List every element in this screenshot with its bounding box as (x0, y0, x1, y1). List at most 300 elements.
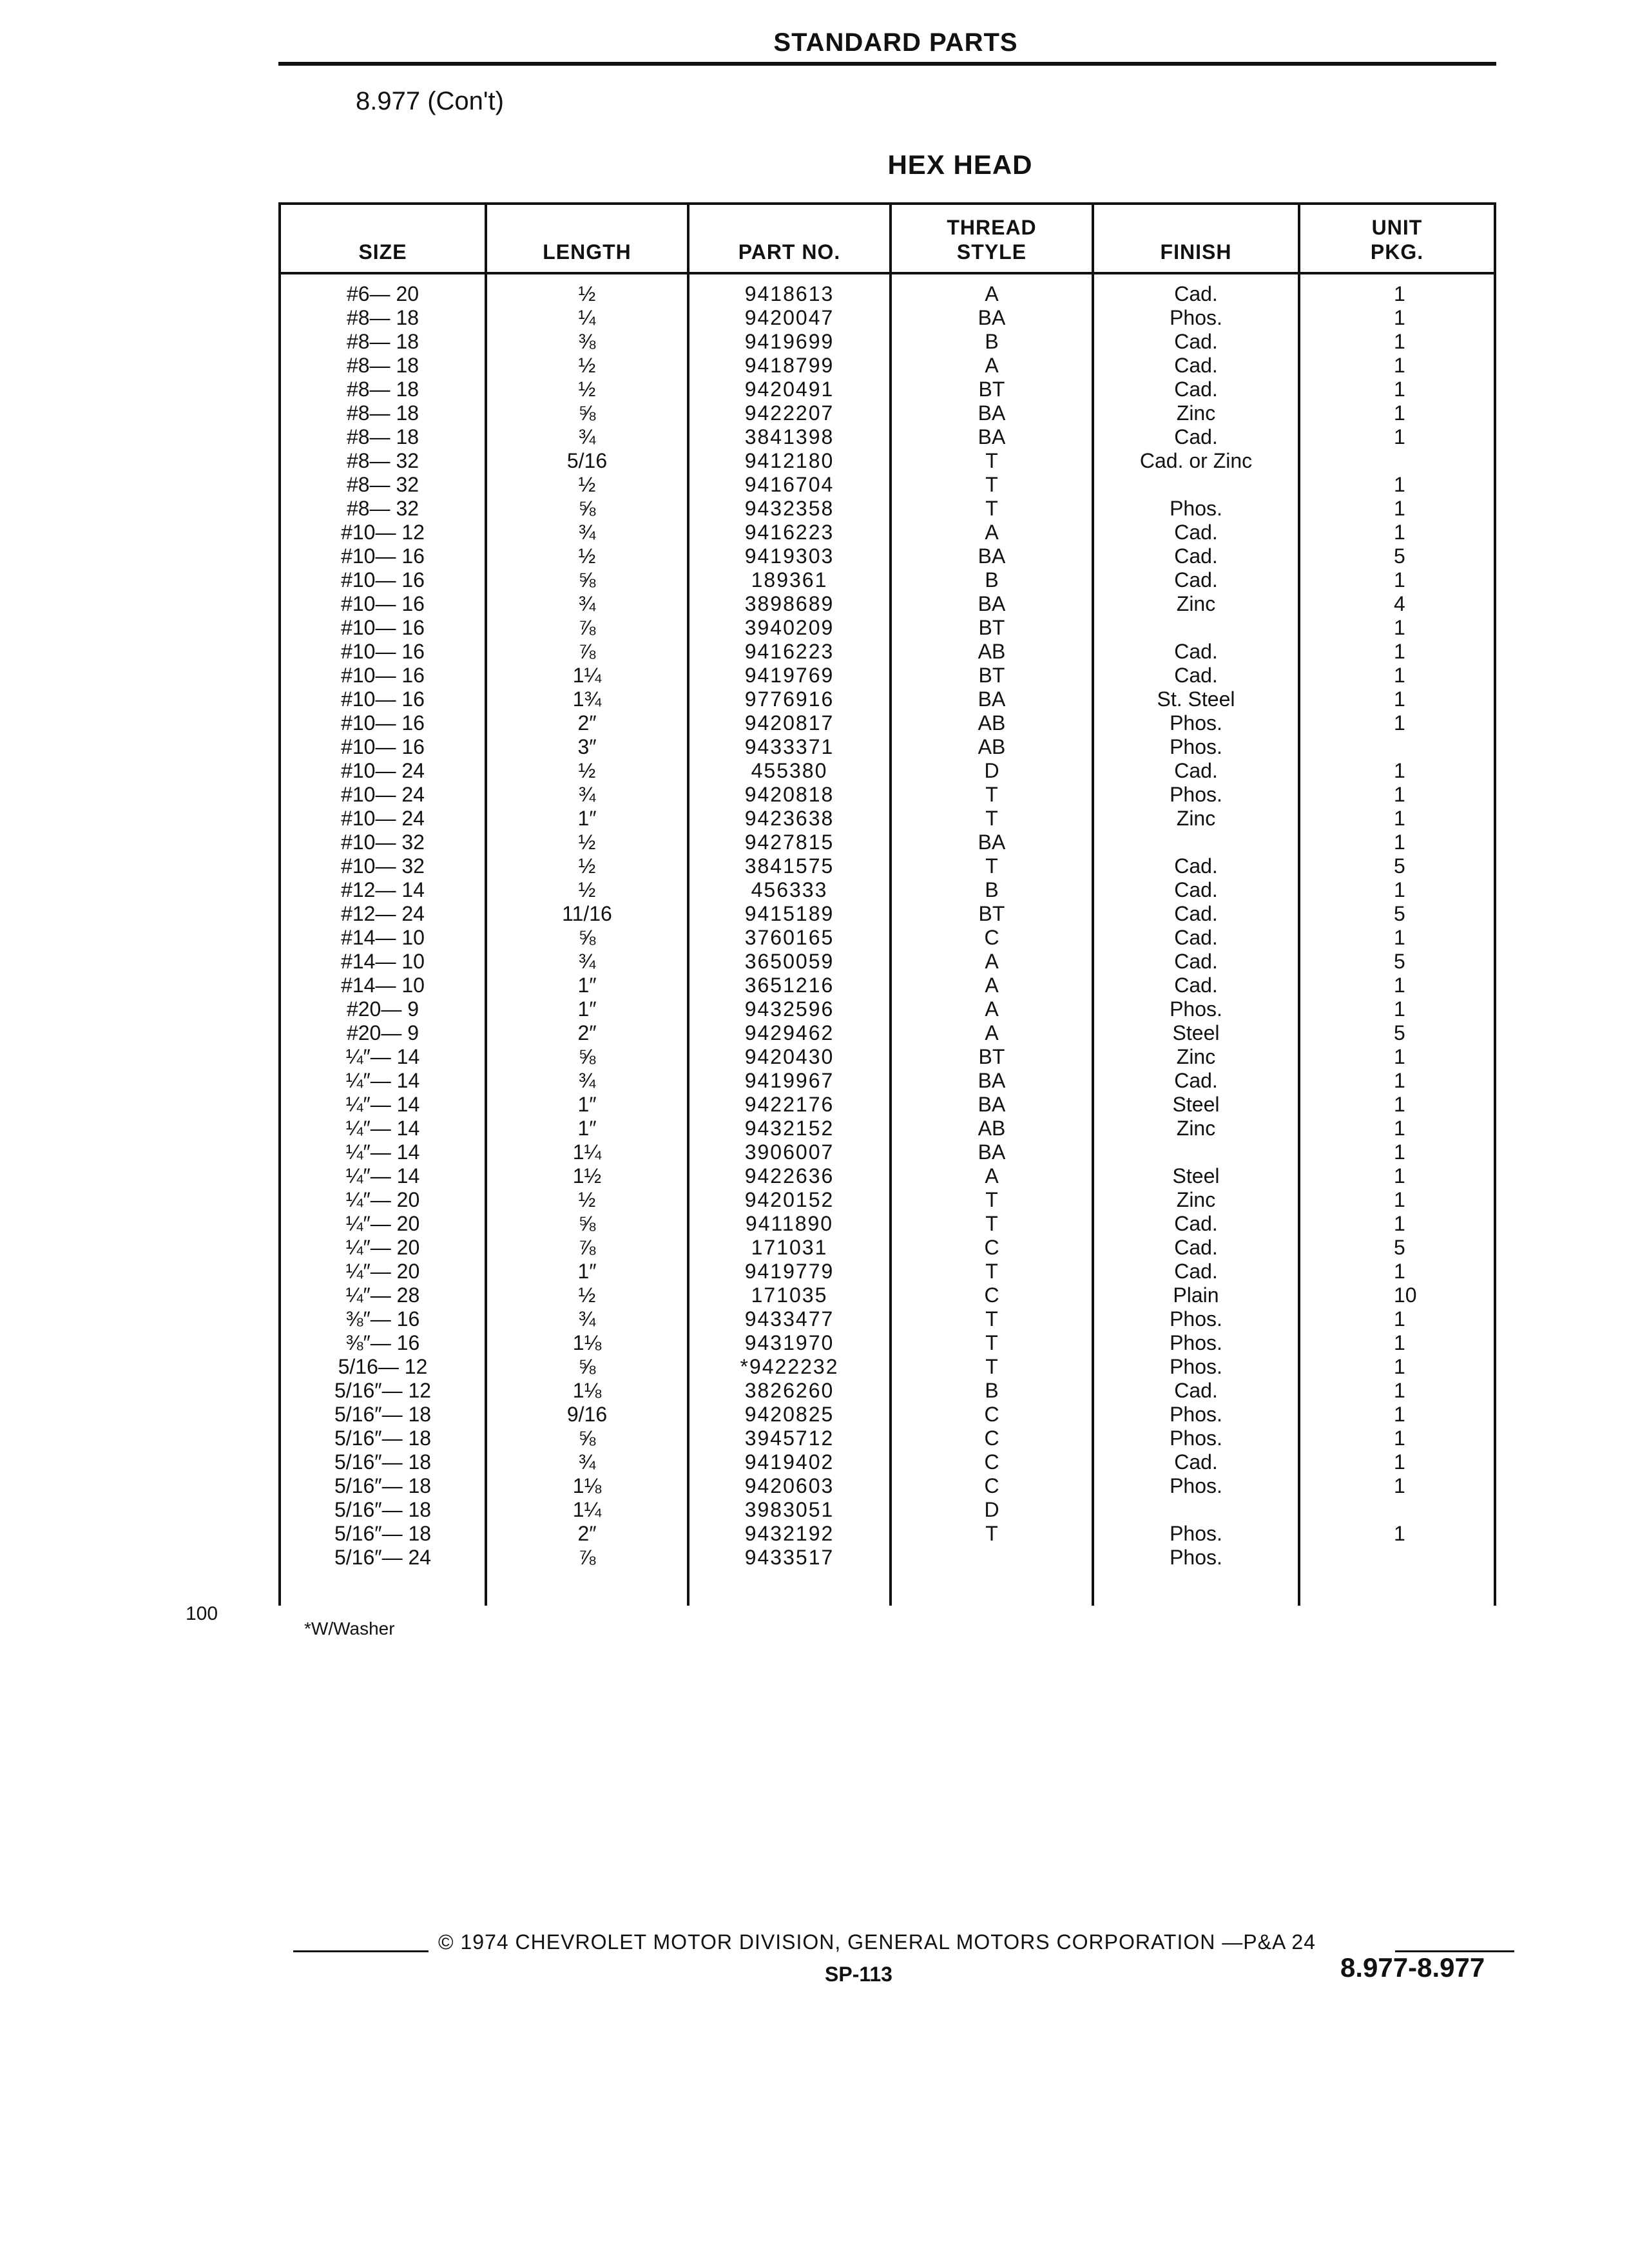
table-row (281, 1188, 1494, 1212)
table-row (281, 711, 1494, 735)
thread-style-cell: AB (978, 1117, 1006, 1140)
finish-cell: Plain (1173, 1283, 1219, 1307)
unit-pkg-cell: 1 (1394, 1474, 1405, 1497)
thread-style-cell: BA (978, 306, 1006, 329)
finish-cell: Cad. (1174, 640, 1218, 663)
length-cell: 1″ (577, 807, 597, 830)
length-cell: ⅝ (578, 568, 596, 591)
length-cell: ½ (578, 759, 596, 782)
size-cell: #10— 24 (341, 807, 425, 830)
part-no-cell: 9418799 (744, 354, 834, 377)
part-no-cell: 189361 (751, 568, 828, 591)
table-row (281, 473, 1494, 497)
size-cell: ⅜″— 16 (345, 1331, 420, 1354)
thread-style-cell: D (984, 1498, 999, 1521)
page-title: STANDARD PARTS (773, 28, 1018, 57)
length-cell: ¾ (578, 592, 596, 615)
unit-pkg-cell: 1 (1394, 1403, 1405, 1426)
part-no-cell: 9419779 (744, 1260, 834, 1283)
finish-cell: Cad. (1174, 878, 1218, 901)
part-no-cell: 171035 (751, 1283, 828, 1307)
copyright-notice: © 1974 CHEVROLET MOTOR DIVISION, GENERAL MOTORS CORPORATION —P&A 24 (438, 1930, 1316, 1954)
thread-style-cell: BA (978, 831, 1006, 854)
part-no-cell: 9420152 (744, 1188, 834, 1211)
thread-style-cell: C (984, 1450, 999, 1474)
thread-style-cell: C (984, 1283, 999, 1307)
finish-cell: Phos. (1170, 1355, 1222, 1378)
length-cell: ½ (578, 473, 596, 496)
finish-cell: Phos. (1170, 711, 1222, 735)
length-cell: ⅝ (578, 1212, 596, 1235)
length-cell: ⅝ (578, 401, 596, 425)
finish-cell: Cad. (1174, 1212, 1218, 1235)
length-cell: ⅝ (578, 1427, 596, 1450)
document-code: SP-113 (825, 1963, 892, 1986)
size-cell: 5/16″— 18 (334, 1474, 432, 1497)
thread-style-cell: C (984, 1427, 999, 1450)
length-cell: 1¼ (572, 664, 602, 687)
part-no-cell: 3826260 (744, 1379, 834, 1402)
length-cell: 1″ (577, 997, 597, 1021)
length-cell: 11/16 (562, 902, 612, 925)
size-cell: #10— 12 (341, 521, 425, 544)
length-cell: 1¼ (572, 1140, 602, 1164)
thread-style-cell: C (984, 1403, 999, 1426)
unit-pkg-cell: 1 (1394, 1117, 1405, 1140)
part-no-cell: 9419699 (744, 330, 834, 353)
finish-cell: Cad. (1174, 902, 1218, 925)
thread-style-cell: BT (978, 664, 1005, 687)
length-cell: 1⅛ (572, 1379, 602, 1402)
part-no-cell: 9420603 (744, 1474, 834, 1497)
thread-style-cell: BA (978, 401, 1006, 425)
table-row (281, 1021, 1494, 1045)
unit-pkg-cell: 1 (1394, 1307, 1405, 1331)
unit-pkg-cell: 1 (1394, 1450, 1405, 1474)
part-no-cell: *9422232 (740, 1355, 839, 1378)
size-cell: #20— 9 (346, 1021, 419, 1044)
length-cell: 1″ (577, 1117, 597, 1140)
size-cell: #10— 16 (341, 544, 425, 568)
length-cell: ½ (578, 354, 596, 377)
length-cell: ⅝ (578, 1355, 596, 1378)
unit-pkg-cell: 5 (1394, 1236, 1405, 1259)
size-cell: #8— 32 (346, 473, 419, 496)
finish-cell: Cad. (1174, 854, 1218, 878)
thread-style-cell: B (985, 330, 999, 353)
part-no-cell: 9432358 (744, 497, 834, 520)
unit-pkg-cell: 1 (1394, 1212, 1405, 1235)
unit-pkg-cell: 1 (1394, 1140, 1405, 1164)
finish-cell: Cad. (1174, 1236, 1218, 1259)
finish-cell: Cad. (1174, 425, 1218, 448)
table-row (281, 521, 1494, 544)
length-cell: ½ (578, 1283, 596, 1307)
table-row (281, 401, 1494, 425)
size-cell: #20— 9 (346, 997, 419, 1021)
size-cell: #10— 16 (341, 592, 425, 615)
thread-style-cell: A (985, 997, 999, 1021)
part-no-cell: 9420817 (744, 711, 834, 735)
length-cell: 5/16 (566, 449, 608, 472)
length-cell: ½ (578, 854, 596, 878)
thread-style-cell: B (985, 878, 999, 901)
length-cell: ¾ (578, 1069, 596, 1092)
thread-style-cell: C (984, 926, 999, 949)
thread-style-cell: A (985, 974, 999, 997)
part-no-cell: 456333 (751, 878, 828, 901)
table-row (281, 1283, 1494, 1307)
size-cell: ⅜″— 16 (345, 1307, 420, 1331)
finish-cell: Cad. (1174, 521, 1218, 544)
table-body (281, 282, 1494, 1570)
table-row (281, 425, 1494, 449)
size-cell: ¼″— 28 (345, 1283, 420, 1307)
header-rule (278, 62, 1496, 66)
finish-cell: Steel (1172, 1021, 1220, 1044)
size-cell: #12— 24 (341, 902, 425, 925)
finish-cell: Phos. (1170, 735, 1222, 758)
unit-pkg-cell: 1 (1394, 640, 1405, 663)
part-no-cell: 9420047 (744, 306, 834, 329)
finish-cell: Phos. (1170, 1307, 1222, 1331)
part-no-cell: 3651216 (744, 974, 834, 997)
part-no-cell: 3945712 (744, 1427, 834, 1450)
part-no-cell: 9422207 (744, 401, 834, 425)
length-cell: ⅞ (578, 640, 596, 663)
thread-style-cell: BT (978, 616, 1005, 639)
size-cell: ¼″— 20 (345, 1260, 420, 1283)
thread-style-cell: BT (978, 378, 1005, 401)
length-cell: ¾ (578, 950, 596, 973)
size-cell: 5/16″— 18 (334, 1427, 432, 1450)
size-cell: 5/16″— 24 (334, 1546, 432, 1569)
thread-style-cell: T (985, 473, 998, 496)
length-cell: ¼ (578, 306, 596, 329)
table-row (281, 735, 1494, 759)
length-cell: ¾ (578, 425, 596, 448)
length-cell: ⅜ (578, 330, 596, 353)
finish-cell: Cad. (1174, 974, 1218, 997)
thread-style-cell: A (985, 950, 999, 973)
finish-cell: Phos. (1170, 1427, 1222, 1450)
unit-pkg-cell: 1 (1394, 330, 1405, 353)
col-header-length: LENGTH (543, 240, 631, 264)
unit-pkg-cell: 1 (1394, 1069, 1405, 1092)
finish-cell: Cad. (1174, 759, 1218, 782)
thread-style-cell: D (984, 759, 999, 782)
unit-pkg-cell: 1 (1394, 1045, 1405, 1068)
size-cell: #10— 16 (341, 735, 425, 758)
size-cell: 5/16″— 18 (334, 1522, 432, 1545)
length-cell: 1⅛ (572, 1331, 602, 1354)
length-cell: ¾ (578, 1307, 596, 1331)
finish-cell: Phos. (1170, 497, 1222, 520)
table-row (281, 1140, 1494, 1164)
table-row (281, 1450, 1494, 1474)
thread-style-cell: AB (978, 640, 1006, 663)
part-no-cell: 9411890 (745, 1212, 834, 1235)
table-row (281, 378, 1494, 401)
part-no-cell: 9432596 (744, 997, 834, 1021)
length-cell: ¾ (578, 783, 596, 806)
part-no-cell: 9419967 (744, 1069, 834, 1092)
unit-pkg-cell: 1 (1394, 616, 1405, 639)
table-row (281, 330, 1494, 354)
table-row (281, 997, 1494, 1021)
table-row (281, 640, 1494, 664)
part-no-cell: 3841575 (744, 854, 834, 878)
length-cell: ⅞ (578, 616, 596, 639)
thread-style-cell: T (985, 1522, 998, 1545)
part-no-cell: 9412180 (744, 449, 834, 472)
header-row-rule (281, 272, 1494, 274)
table-row (281, 1427, 1494, 1450)
table-row (281, 544, 1494, 568)
size-cell: #10— 16 (341, 687, 425, 711)
table-row (281, 687, 1494, 711)
size-cell: #8— 18 (346, 425, 419, 448)
length-cell: ⅞ (578, 1546, 596, 1569)
page-number: 100 (186, 1603, 218, 1624)
table-row (281, 282, 1494, 306)
length-cell: 1½ (572, 1164, 602, 1187)
length-cell: ⅞ (578, 1236, 596, 1259)
unit-pkg-cell: 10 (1394, 1283, 1417, 1307)
length-cell: 9/16 (566, 1403, 608, 1426)
part-no-cell: 3983051 (744, 1498, 834, 1521)
thread-style-cell: BA (978, 1140, 1006, 1164)
unit-pkg-cell: 1 (1394, 401, 1405, 425)
thread-style-cell: T (985, 449, 998, 472)
length-cell: 2″ (577, 711, 597, 735)
length-cell: ½ (578, 544, 596, 568)
unit-pkg-cell: 1 (1394, 378, 1405, 401)
finish-cell: Cad. (1174, 1379, 1218, 1402)
table-row (281, 1236, 1494, 1260)
length-cell: 2″ (577, 1021, 597, 1044)
table-row (281, 1093, 1494, 1117)
size-cell: #8— 18 (346, 401, 419, 425)
table-row (281, 1117, 1494, 1140)
unit-pkg-cell: 1 (1394, 1260, 1405, 1283)
col-header-size: SIZE (358, 240, 407, 264)
part-no-cell: 9420430 (744, 1045, 834, 1068)
length-cell: 1″ (577, 974, 597, 997)
size-cell: 5/16″— 18 (334, 1450, 432, 1474)
unit-pkg-cell: 1 (1394, 878, 1405, 901)
thread-style-cell: A (985, 521, 999, 544)
part-no-cell: 9431970 (744, 1331, 834, 1354)
length-cell: 1¾ (572, 687, 602, 711)
size-cell: #10— 24 (341, 759, 425, 782)
thread-style-cell: BA (978, 687, 1006, 711)
size-cell: 5/16″— 12 (334, 1379, 432, 1402)
table-row (281, 759, 1494, 783)
table-row (281, 783, 1494, 807)
thread-style-cell: AB (978, 735, 1006, 758)
unit-pkg-cell: 1 (1394, 1355, 1405, 1378)
unit-pkg-cell: 1 (1394, 354, 1405, 377)
table-row (281, 1164, 1494, 1188)
table-row (281, 354, 1494, 378)
thread-style-cell: A (985, 1021, 999, 1044)
size-cell: #8— 32 (346, 497, 419, 520)
part-no-cell: 9420825 (744, 1403, 834, 1426)
size-cell: #8— 18 (346, 330, 419, 353)
table-row (281, 831, 1494, 854)
length-cell: ⅝ (578, 497, 596, 520)
table-row (281, 807, 1494, 831)
length-cell: 1″ (577, 1260, 597, 1283)
table-row (281, 664, 1494, 687)
size-cell: 5/16″— 18 (334, 1403, 432, 1426)
finish-cell: Cad. (1174, 354, 1218, 377)
unit-pkg-cell: 1 (1394, 687, 1405, 711)
page-id: 8.977-8.977 (1340, 1952, 1485, 1983)
finish-cell: Zinc (1176, 401, 1216, 425)
length-cell: 2″ (577, 1522, 597, 1545)
part-no-cell: 455380 (751, 759, 828, 782)
part-no-cell: 9415189 (744, 902, 834, 925)
size-cell: #10— 32 (341, 854, 425, 878)
thread-style-cell: T (985, 854, 998, 878)
table-title: HEX HEAD (887, 149, 1033, 180)
part-no-cell: 9416223 (744, 640, 834, 663)
part-no-cell: 3940209 (744, 616, 834, 639)
part-no-cell: 9432152 (744, 1117, 834, 1140)
thread-style-cell: BT (978, 1045, 1005, 1068)
table-row (281, 1331, 1494, 1355)
part-no-cell: 9422636 (744, 1164, 834, 1187)
length-cell: ½ (578, 878, 596, 901)
thread-style-cell: T (985, 497, 998, 520)
unit-pkg-cell: 1 (1394, 1188, 1405, 1211)
part-no-cell: 3841398 (744, 425, 834, 448)
table-row (281, 592, 1494, 616)
thread-style-cell: T (985, 1355, 998, 1378)
thread-style-cell: T (985, 807, 998, 830)
size-cell: #8— 18 (346, 354, 419, 377)
thread-style-cell: T (985, 1188, 998, 1211)
part-no-cell: 9776916 (744, 687, 834, 711)
finish-cell: Cad. or Zinc (1139, 449, 1253, 472)
table-row (281, 1522, 1494, 1546)
part-no-cell: 9419303 (744, 544, 834, 568)
part-no-cell: 9416223 (744, 521, 834, 544)
finish-cell: Phos. (1170, 306, 1222, 329)
thread-style-cell: AB (978, 711, 1006, 735)
part-no-cell: 9432192 (744, 1522, 834, 1545)
col-header-unit-pkg: UNIT PKG. (1370, 216, 1424, 264)
unit-pkg-cell: 1 (1394, 759, 1405, 782)
part-no-cell: 3760165 (744, 926, 834, 949)
finish-cell: Cad. (1174, 378, 1218, 401)
finish-cell: Cad. (1174, 568, 1218, 591)
finish-cell: Zinc (1176, 592, 1216, 615)
unit-pkg-cell: 1 (1394, 783, 1405, 806)
length-cell: ½ (578, 831, 596, 854)
section-number: 8.977 (Con't) (356, 87, 504, 115)
unit-pkg-cell: 1 (1394, 664, 1405, 687)
finish-cell: Phos. (1170, 783, 1222, 806)
size-cell: ¼″— 14 (345, 1117, 420, 1140)
finish-cell: Cad. (1174, 330, 1218, 353)
thread-style-cell: C (984, 1474, 999, 1497)
part-no-cell: 9416704 (744, 473, 834, 496)
part-no-cell: 9429462 (744, 1021, 834, 1044)
unit-pkg-cell: 1 (1394, 1522, 1405, 1545)
thread-style-cell: BT (978, 902, 1005, 925)
finish-cell: Zinc (1176, 1188, 1216, 1211)
table-row (281, 1546, 1494, 1570)
table-row (281, 1474, 1494, 1498)
size-cell: #10— 16 (341, 640, 425, 663)
unit-pkg-cell: 1 (1394, 831, 1405, 854)
thread-style-cell: T (985, 1331, 998, 1354)
finish-cell: Steel (1172, 1093, 1220, 1116)
footer-rule-left (293, 1950, 429, 1952)
part-no-cell: 9419402 (744, 1450, 834, 1474)
length-cell: ⅝ (578, 1045, 596, 1068)
unit-pkg-cell: 4 (1394, 592, 1405, 615)
finish-cell: Cad. (1174, 544, 1218, 568)
unit-pkg-cell: 1 (1394, 473, 1405, 496)
unit-pkg-cell: 1 (1394, 997, 1405, 1021)
finish-cell: Cad. (1174, 1069, 1218, 1092)
size-cell: #14— 10 (341, 974, 425, 997)
size-cell: #8— 32 (346, 449, 419, 472)
table-row (281, 568, 1494, 592)
finish-cell: Cad. (1174, 950, 1218, 973)
size-cell: ¼″— 14 (345, 1069, 420, 1092)
size-cell: ¼″— 20 (345, 1236, 420, 1259)
unit-pkg-cell: 1 (1394, 1427, 1405, 1450)
finish-cell: Zinc (1176, 1045, 1216, 1068)
table-row (281, 854, 1494, 878)
table-row (281, 1403, 1494, 1427)
finish-cell: Zinc (1176, 1117, 1216, 1140)
part-no-cell: 9433517 (744, 1546, 834, 1569)
length-cell: ½ (578, 378, 596, 401)
thread-style-cell: BA (978, 1093, 1006, 1116)
table-row (281, 1498, 1494, 1522)
size-cell: #10— 24 (341, 783, 425, 806)
table-row (281, 497, 1494, 521)
finish-cell: St. Steel (1157, 687, 1235, 711)
thread-style-cell: BA (978, 425, 1006, 448)
unit-pkg-cell: 1 (1394, 425, 1405, 448)
unit-pkg-cell: 5 (1394, 854, 1405, 878)
finish-cell: Phos. (1170, 1522, 1222, 1545)
size-cell: ¼″— 14 (345, 1164, 420, 1187)
finish-cell: Phos. (1170, 1474, 1222, 1497)
length-cell: 1⅛ (572, 1474, 602, 1497)
length-cell: ¾ (578, 1450, 596, 1474)
part-no-cell: 3898689 (744, 592, 834, 615)
part-no-cell: 9427815 (744, 831, 834, 854)
finish-cell: Cad. (1174, 926, 1218, 949)
col-header-finish: FINISH (1160, 240, 1232, 264)
size-cell: #8— 18 (346, 306, 419, 329)
table-row (281, 926, 1494, 950)
thread-style-cell: BA (978, 592, 1006, 615)
table-row (281, 1307, 1494, 1331)
unit-pkg-cell: 1 (1394, 497, 1405, 520)
size-cell: ¼″— 20 (345, 1212, 420, 1235)
finish-cell: Zinc (1176, 807, 1216, 830)
part-no-cell: 3650059 (744, 950, 834, 973)
